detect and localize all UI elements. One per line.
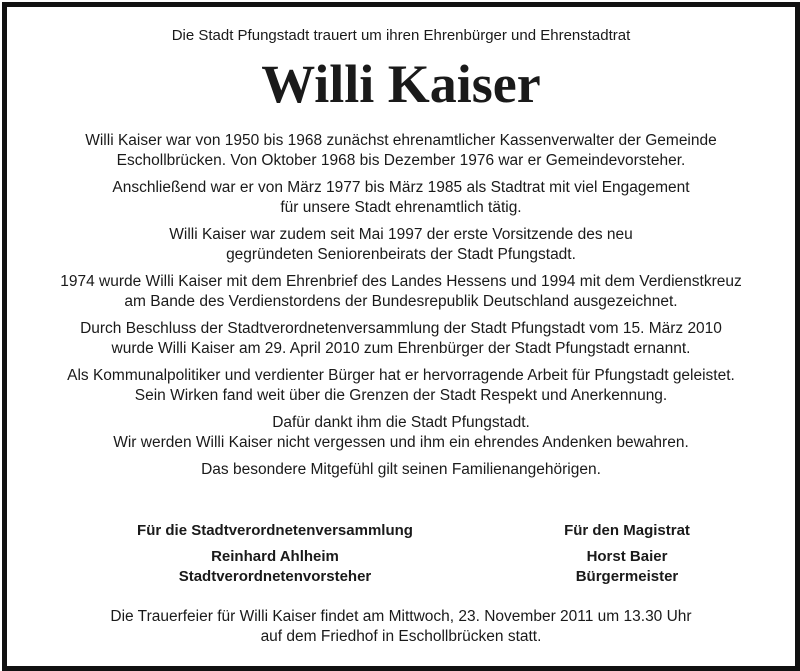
intro-line: Die Stadt Pfungstadt trauert um ihren Ehrenbürger und Ehrenstadtrat [171, 27, 631, 44]
signature-magistrat [527, 521, 727, 587]
paragraph-legacy [7, 366, 795, 406]
signature-title: Stadtverordnetenvorsteher [178, 568, 372, 585]
paragraph-line: am Bande des Verdienstordens der Bundesrepublik Deutschland ausgezeichnet. [124, 293, 678, 310]
paragraph-line: gegründeten Seniorenbeirats der Stadt Pfungstadt. [226, 246, 576, 263]
paragraph-honorary-citizen [7, 319, 795, 359]
paragraph-line: für unsere Stadt ehrenamtlich tätig. [280, 199, 522, 216]
notice-body [7, 131, 795, 487]
signature-title: Bürgermeister [575, 568, 679, 585]
paragraph-line: Sein Wirken fand weit über die Grenzen der Stadt Respekt und Anerkennung. [134, 387, 668, 404]
paragraph-sympathy [7, 460, 795, 480]
paragraph-seniorenbeirat [7, 225, 795, 265]
deceased-name: Willi Kaiser [261, 54, 541, 114]
paragraph-line: Willi Kaiser war zudem seit Mai 1997 der erste Vorsitzende des neu [169, 226, 633, 243]
paragraph-line: Durch Beschluss der Stadtverordnetenversammlung der Stadt Pfungstadt vom 15. März 2010 [80, 320, 722, 337]
signature-role: Für die Stadtverordnetenversammlung [137, 522, 413, 539]
paragraph-line: Eschollbrücken. Von Oktober 1968 bis Dezember 1976 war er Gemeindevorsteher. [116, 152, 686, 169]
paragraph-line: Als Kommunalpolitiker und verdienter Bürger hat er hervorragende Arbeit für Pfungstadt geleistet. [67, 367, 735, 384]
signature-name: Reinhard Ahlheim [211, 548, 339, 565]
signature-stadtverordnetenversammlung [105, 521, 445, 587]
paragraph-stadtrat [7, 178, 795, 218]
signature-name: Horst Baier [586, 548, 668, 565]
funeral-info [7, 607, 795, 647]
paragraph-thanks [7, 413, 795, 453]
paragraph-awards [7, 272, 795, 312]
paragraph-line: wurde Willi Kaiser am 29. April 2010 zum Ehrenbürger der Stadt Pfungstadt ernannt. [111, 340, 691, 357]
paragraph-career [7, 131, 795, 171]
paragraph-line: Das besondere Mitgefühl gilt seinen Familienangehörigen. [201, 461, 601, 478]
paragraph-line: Willi Kaiser war von 1950 bis 1968 zunächst ehrenamtlicher Kassenverwalter der Gemeinde [85, 132, 717, 149]
paragraph-line: Wir werden Willi Kaiser nicht vergessen und ihm ein ehrendes Andenken bewahren. [113, 434, 689, 451]
paragraph-line: 1974 wurde Willi Kaiser mit dem Ehrenbrief des Landes Hessens und 1994 mit dem Verdienstkreuz [60, 273, 742, 290]
funeral-info-line: Die Trauerfeier für Willi Kaiser findet am Mittwoch, 23. November 2011 um 13.30 Uhr [110, 608, 692, 625]
paragraph-line: Dafür dankt ihm die Stadt Pfungstadt. [272, 414, 530, 431]
funeral-info-line: auf dem Friedhof in Eschollbrücken statt. [260, 628, 542, 645]
obituary-notice [2, 2, 800, 671]
paragraph-line: Anschließend war er von März 1977 bis März 1985 als Stadtrat mit viel Engagement [112, 179, 690, 196]
signature-role: Für den Magistrat [564, 522, 690, 539]
